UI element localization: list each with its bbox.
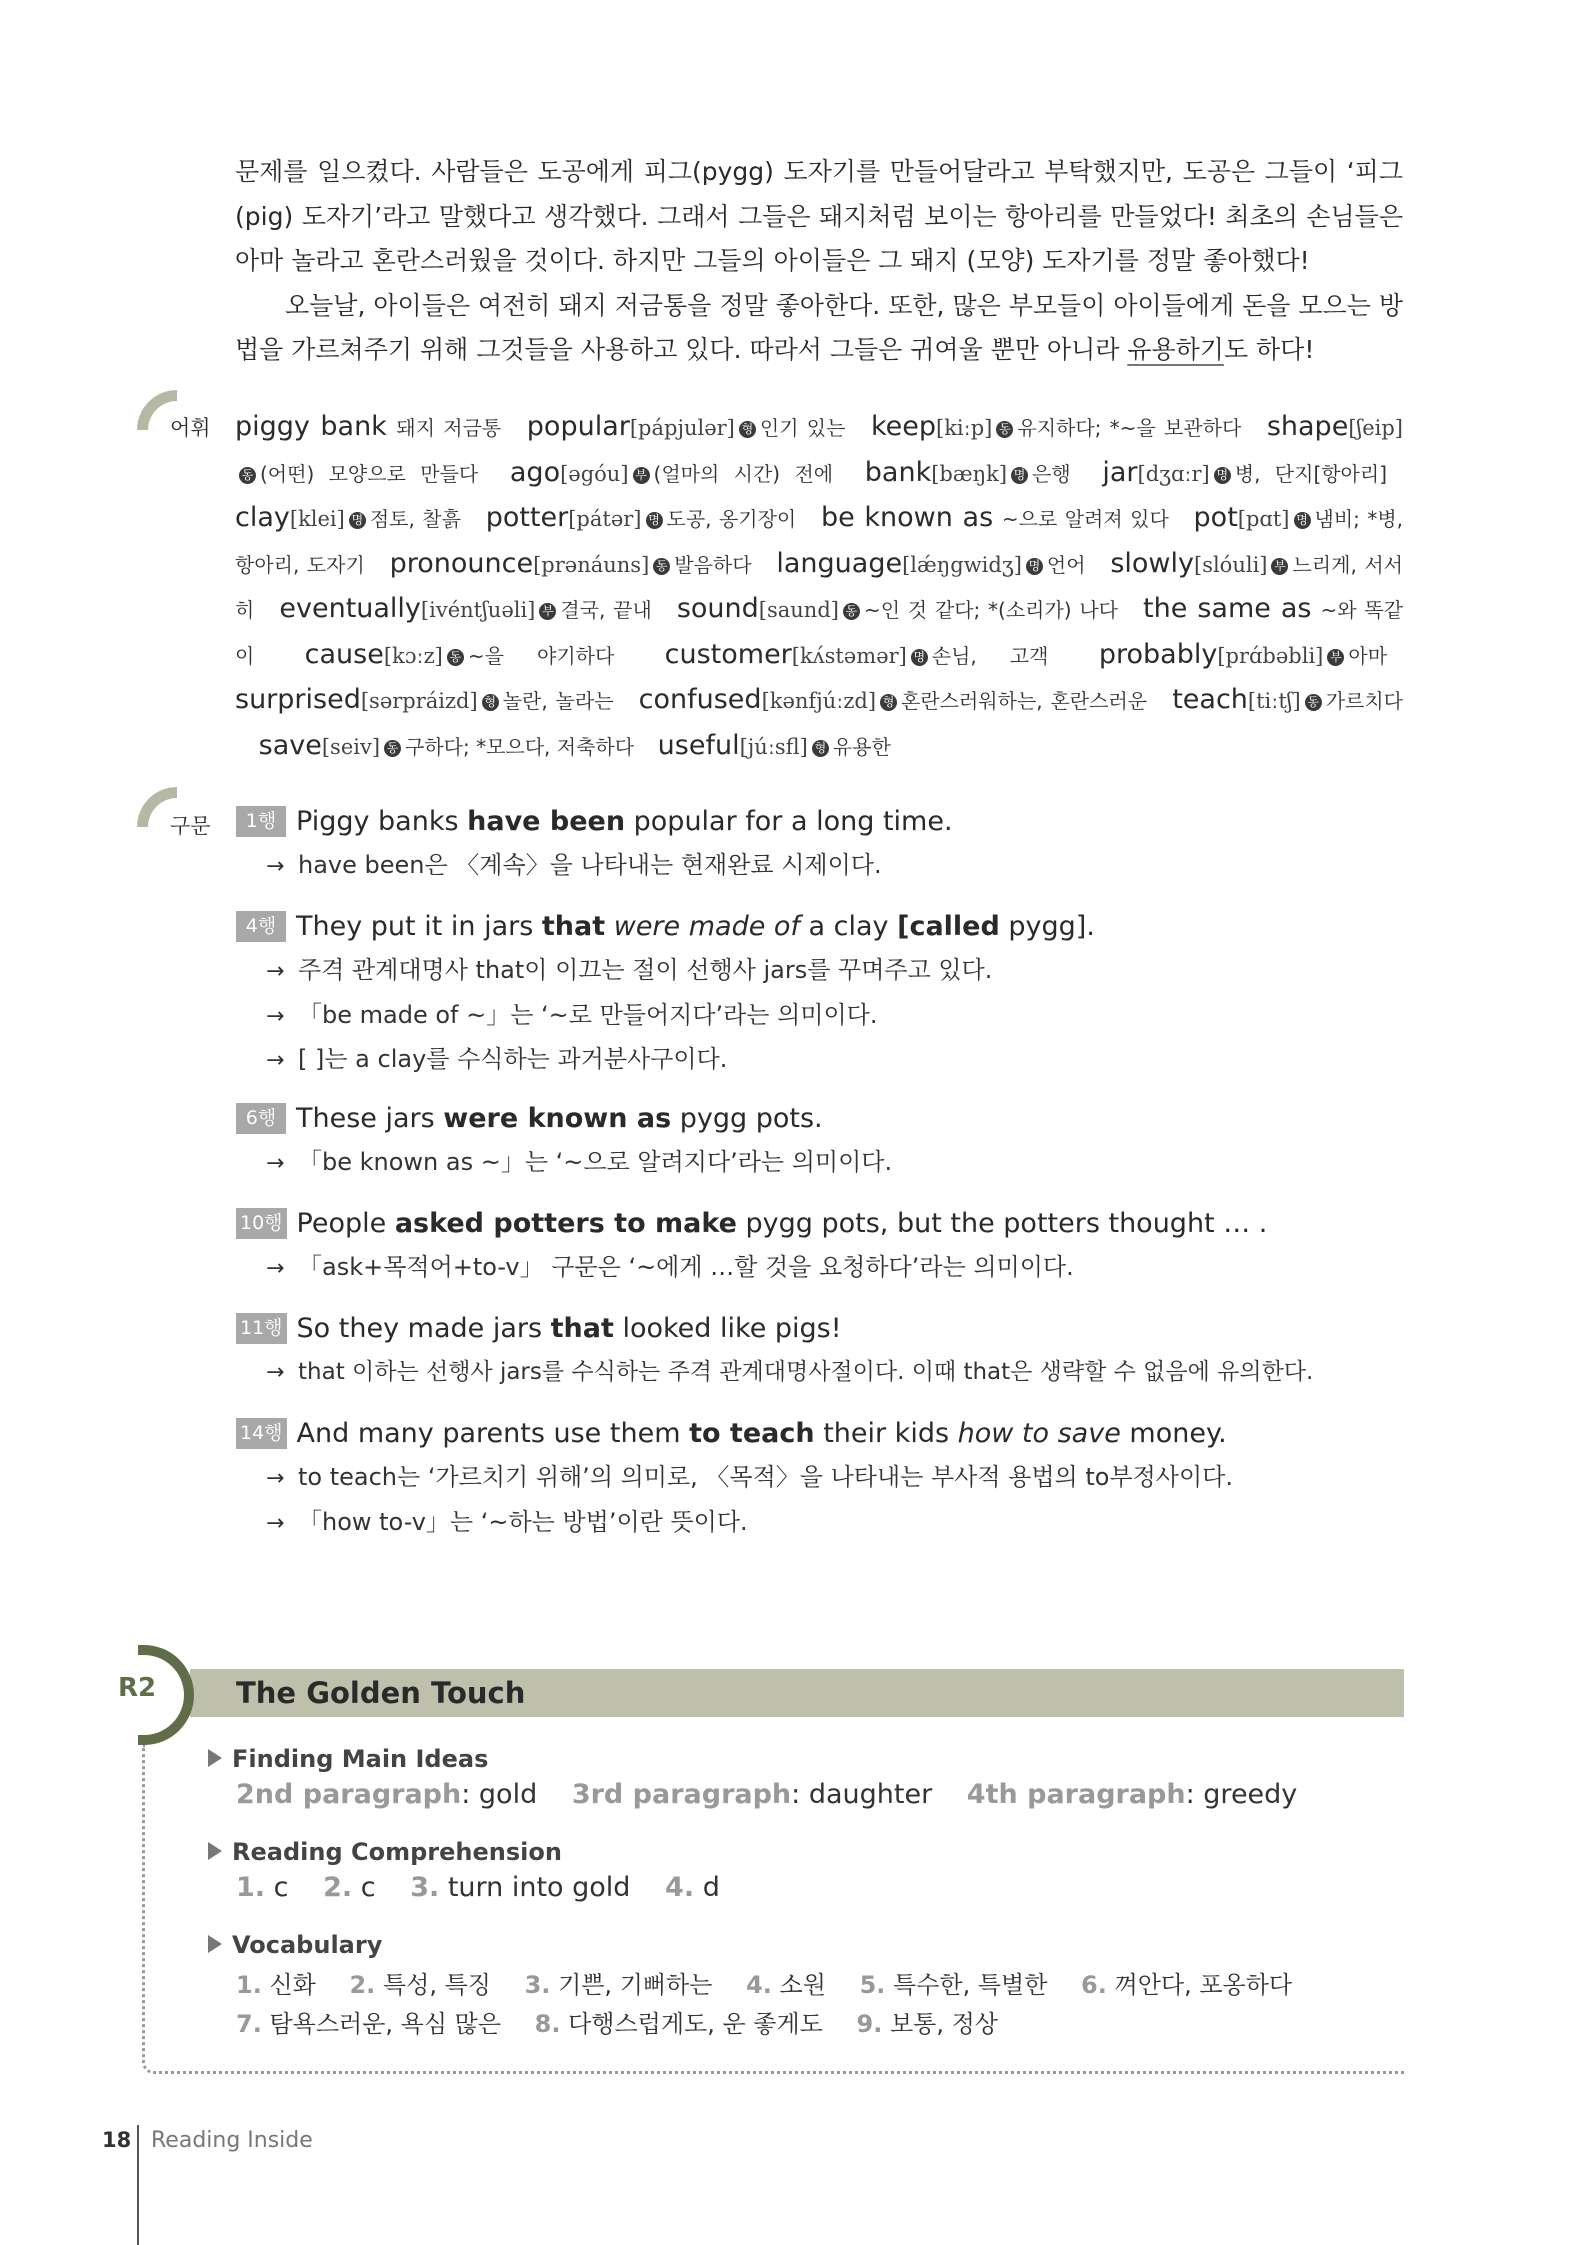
vocab-word: probably: [1098, 638, 1218, 670]
vocab-entry: [279, 595, 651, 623]
vocab-word: confused: [638, 684, 762, 715]
part-of-speech-badge: 부: [1327, 649, 1344, 666]
vocab-word: shape: [1266, 411, 1349, 442]
grammar-entry-4: [236, 1203, 1267, 1290]
vocab-word: ago: [509, 456, 561, 488]
vocab-meaning: 가르치다: [1325, 689, 1403, 713]
vocab-word: piggy bank: [235, 411, 387, 442]
vocab-phonetic: [tiːtʃ]: [1247, 689, 1301, 713]
section-title: The Golden Touch: [236, 1676, 526, 1710]
vocab-word: pot: [1193, 502, 1238, 533]
vocab-word: pronounce: [389, 547, 534, 579]
vocab-phonetic: [lǽŋgwidʒ]: [902, 552, 1022, 577]
example-sentence: So they made jars that looked like pigs!: [296, 1313, 842, 1344]
vocab-phonetic: [sərpráizd]: [360, 689, 478, 713]
vocab-meaning: 냄비; *병, 항아리, 도자기: [235, 507, 1404, 577]
example-sentence: Piggy banks have been popular for a long time.: [296, 806, 953, 837]
vocab-entry: [258, 729, 635, 761]
footer-divider: [137, 2125, 139, 2245]
vocab-word: eventually: [279, 593, 421, 624]
vocab-word: bank: [864, 456, 932, 488]
part-of-speech-badge: 부: [539, 603, 556, 620]
vocab-entry: [657, 729, 891, 761]
vocab-word: slowly: [1110, 547, 1194, 579]
vocab-entry: [235, 686, 614, 714]
vocab-phonetic: [kɔːz]: [383, 643, 443, 668]
grammar-note: → to teach는 ‘가르치기 위해’의 의미로, 〈목적〉을 나타내는 부사적 용법의 to부정사이다.: [266, 1463, 1233, 1491]
book-title: Reading Inside: [151, 2128, 313, 2153]
grammar-note: → 「be known as ~」는 ‘~으로 알려지다’라는 의미이다.: [266, 1148, 893, 1176]
grammar-note: → that 이하는 선행사 jars를 수식하는 주격 관계대명사절이다. 이때 that은 생략할 수 없음에 유의한다.: [266, 1359, 1314, 1385]
line-tag: 11행: [236, 1313, 287, 1344]
vocab-phonetic: [kʌ́stəmər]: [791, 643, 907, 668]
main-ideas-answers: 2nd paragraph: gold 3rd paragraph: daughter 4th paragraph: greedy: [236, 1779, 1298, 1810]
vocab-meaning: 병, 단지[항아리]: [1234, 461, 1388, 486]
part-of-speech-badge: 명: [646, 512, 663, 529]
vocab-meaning: 손님, 고객: [931, 643, 1049, 668]
vocab-entry: [1172, 686, 1403, 714]
line-tag: 4행: [236, 911, 286, 942]
part-of-speech-badge: 명: [911, 649, 928, 666]
vocab-entry: [1098, 638, 1388, 670]
vocab-entry: [664, 638, 1049, 670]
vocab-phonetic: [kənfjúːzd]: [761, 689, 877, 713]
grammar-entry-3: [236, 1098, 892, 1185]
part-of-speech-badge: 형: [739, 421, 756, 438]
part-of-speech-badge: 동: [1305, 694, 1322, 711]
vocab-phonetic: [əgóu]: [560, 461, 629, 486]
underlined-word: 유용하기: [1127, 335, 1224, 364]
vocab-phonetic: [kiːp]: [936, 416, 993, 440]
part-of-speech-badge: 명: [1294, 512, 1311, 529]
example-sentence: People asked potters to make pygg pots, but the potters thought … .: [296, 1208, 1268, 1239]
vocab-meaning: 언어: [1046, 552, 1086, 577]
vocab-phonetic: [slóuli]: [1194, 552, 1268, 577]
vocab-phonetic: [júːsfl]: [739, 734, 808, 759]
line-tag: 14행: [236, 1418, 287, 1449]
vocab-phonetic: [pátər]: [568, 507, 642, 531]
vocab-entry: [821, 504, 1169, 532]
part-of-speech-badge: 부: [1271, 558, 1288, 575]
vocab-word: teach: [1172, 684, 1248, 715]
vocab-phonetic: [pɑt]: [1237, 507, 1290, 531]
vocab-meaning: (어떤) 모양으로 만들다: [260, 461, 479, 486]
vocab-entry: [677, 595, 1118, 623]
vocabulary-heading: Vocabulary: [208, 1931, 382, 1959]
grammar-note: → 「ask+목적어+to-v」 구문은 ‘~에게 …할 것을 요청하다’라는 의미이다.: [266, 1253, 1074, 1281]
vocab-entry: [486, 504, 797, 532]
part-of-speech-badge: 명: [1214, 467, 1231, 484]
grammar-entry-1: [236, 801, 953, 888]
triangle-bullet-icon: [208, 1842, 222, 1860]
vocab-phonetic: [ivéntʃuəli]: [420, 598, 536, 622]
grammar-entry-2: [236, 906, 1095, 1082]
vocab-entry: [1102, 456, 1388, 488]
vocab-word: clay: [235, 502, 290, 533]
vocab-word: the same as: [1143, 593, 1312, 624]
vocab-word: sound: [676, 593, 759, 624]
vocab-entry: [871, 413, 1241, 441]
translation-paragraph-1: 문제를 일으켰다. 사람들은 도공에게 피그(pygg) 도자기를 만들어달라고 부탁했지만, 도공은 그들이 ‘피그(pig) 도자기’라고 말했다고 생각했다. 그래서 그들은 돼지처럼 보이는 항아리를 만들었다! 최초의 손님들은 아마 놀라고 혼란스러웠을 것이다. 하지만 그들의 아이들은 그 돼지 (모양) 도자기를 정말 좋아했다!: [235, 157, 1403, 275]
grammar-note: → have been은 〈계속〉을 나타내는 현재완료 시제이다.: [266, 851, 882, 879]
vocab-meaning: 돼지 저금통: [396, 416, 502, 440]
vocab-phonetic: [ʃeip]: [1348, 416, 1403, 440]
triangle-bullet-icon: [208, 1935, 222, 1953]
vocab-entry: [864, 456, 1071, 488]
vocab-phonetic: [dʒɑːr]: [1137, 461, 1210, 486]
vocab-meaning: 아마: [1348, 643, 1388, 668]
vocab-meaning: (얼마의 시간) 전에: [653, 461, 834, 486]
vocab-word: potter: [485, 502, 569, 533]
vocab-entry: [389, 547, 752, 579]
vocab-meaning: ~으로 알려져 있다: [1001, 507, 1169, 531]
part-of-speech-badge: 명: [349, 512, 366, 529]
grammar-entry-5: [236, 1308, 1313, 1395]
translation-paragraph-2: 오늘날, 아이들은 여전히 돼지 저금통을 정말 좋아한다. 또한, 많은 부모들이 아이들에게 돈을 모으는 방법을 가르쳐주기 위해 그것들을 사용하고 있다. 따라서 그들은 귀여울 뿐만 아니라 유용하기도 하다!: [235, 290, 1403, 364]
example-sentence: They put it in jars that were made of a clay [called pygg].: [296, 911, 1095, 942]
vocab-entry: [235, 413, 501, 441]
vocab-phonetic: [klei]: [289, 507, 345, 531]
vocab-meaning: 은행: [1032, 461, 1071, 486]
vocab-entry: [639, 686, 1147, 714]
part-of-speech-badge: 명: [1011, 467, 1028, 484]
main-ideas-heading: Finding Main Ideas: [208, 1745, 488, 1773]
grammar-section-label: 구문: [170, 814, 211, 838]
triangle-bullet-icon: [208, 1749, 222, 1767]
vocab-meaning: 결국, 끝내: [560, 598, 652, 622]
comprehension-answers: 1. c 2. c 3. turn into gold 4. d: [236, 1872, 720, 1903]
vocab-meaning: 놀란, 놀라는: [502, 689, 614, 713]
vocab-word: customer: [664, 638, 792, 670]
part-of-speech-badge: 동: [239, 467, 256, 484]
vocab-phonetic: [saund]: [758, 598, 839, 622]
part-of-speech-badge: 동: [384, 740, 401, 757]
line-tag: 10행: [236, 1208, 287, 1239]
vocab-word: surprised: [235, 684, 361, 715]
example-sentence: And many parents use them to teach their kids how to save money.: [296, 1418, 1227, 1449]
part-of-speech-badge: 형: [812, 740, 829, 757]
page-number: 18: [102, 2128, 132, 2152]
grammar-note: → 주격 관계대명사 that이 이끄는 절이 선행사 jars를 꾸며주고 있다.: [266, 956, 993, 984]
grammar-note: → 「be made of ~」는 ‘~로 만들어지다’라는 의미이다.: [266, 1000, 878, 1029]
part-of-speech-badge: 동: [996, 421, 1013, 438]
translation-text: [235, 150, 1403, 373]
vocab-phonetic: [pápjulər]: [629, 416, 735, 440]
example-sentence: These jars were known as pygg pots.: [296, 1103, 823, 1134]
vocab-phonetic: [prənáuns]: [533, 552, 650, 577]
vocab-meaning: 구하다; *모으다, 저축하다: [405, 734, 635, 759]
grammar-note: → 「how to-v」는 ‘~하는 방법’이란 뜻이다.: [266, 1507, 748, 1536]
vocab-meaning: 느리게, 서서히: [235, 552, 1403, 622]
part-of-speech-badge: 동: [843, 603, 860, 620]
vocab-meaning: 도공, 옹기장이: [666, 507, 797, 531]
part-of-speech-badge: 동: [653, 558, 670, 575]
vocab-meaning: ~인 것 같다; *(소리가) 나다: [863, 598, 1118, 622]
vocab-meaning: 발음하다: [674, 552, 752, 577]
vocab-word: be known as: [820, 502, 994, 533]
vocab-entry: [776, 547, 1086, 579]
vocab-phonetic: [seiv]: [321, 734, 381, 759]
part-of-speech-badge: 형: [482, 694, 499, 711]
vocab-meaning: 유지하다; *~을 보관하다: [1017, 416, 1242, 440]
comprehension-heading: Reading Comprehension: [208, 1838, 562, 1866]
vocab-word: save: [258, 729, 322, 761]
vocab-entry: [235, 504, 461, 532]
vocab-meaning: 점토, 찰흙: [369, 507, 461, 531]
vocab-phonetic: [prɑ́bəbli]: [1217, 643, 1324, 668]
part-of-speech-badge: 부: [633, 467, 650, 484]
line-tag: 1행: [236, 806, 286, 837]
vocab-word: language: [776, 547, 903, 579]
grammar-entry-6: [236, 1413, 1233, 1544]
vocab-word: popular: [526, 411, 630, 442]
grammar-note: → [ ]는 a clay를 수식하는 과거분사구이다.: [266, 1045, 728, 1073]
vocab-word: cause: [304, 638, 384, 670]
part-of-speech-badge: 동: [447, 649, 464, 666]
vocab-word: keep: [870, 411, 937, 442]
section-code: R2: [118, 1673, 157, 1703]
vocab-meaning: 혼란스러워하는, 혼란스러운: [901, 689, 1148, 713]
part-of-speech-badge: 형: [880, 694, 897, 711]
line-tag: 6행: [236, 1103, 286, 1134]
vocab-word: useful: [657, 729, 740, 761]
vocab-entry: [509, 456, 834, 488]
vocab-list: [235, 405, 1403, 769]
vocabulary-answers-row-2: 7. 탐욕스러운, 욕심 많은 8. 다행스럽게도, 운 좋게도 9. 보통, 정상: [236, 2010, 998, 2038]
vocab-meaning: 유용한: [832, 734, 891, 759]
vocab-section-label: 어휘: [170, 416, 211, 440]
vocabulary-answers-row-1: 1. 신화 2. 특성, 특징 3. 기쁜, 기뻐하는 4. 소원 5. 특수한, 특별한 6. 껴안다, 포옹하다: [236, 1971, 1293, 1999]
vocab-meaning: ~을 야기하다: [467, 643, 615, 668]
vocab-meaning: ~와 똑같이: [235, 598, 1403, 668]
vocab-word: jar: [1102, 456, 1138, 488]
vocab-entry: [527, 413, 846, 441]
vocab-entry: [304, 638, 615, 670]
vocab-phonetic: [bæŋk]: [931, 461, 1008, 486]
vocab-meaning: 인기 있는: [759, 416, 846, 440]
part-of-speech-badge: 명: [1026, 558, 1043, 575]
